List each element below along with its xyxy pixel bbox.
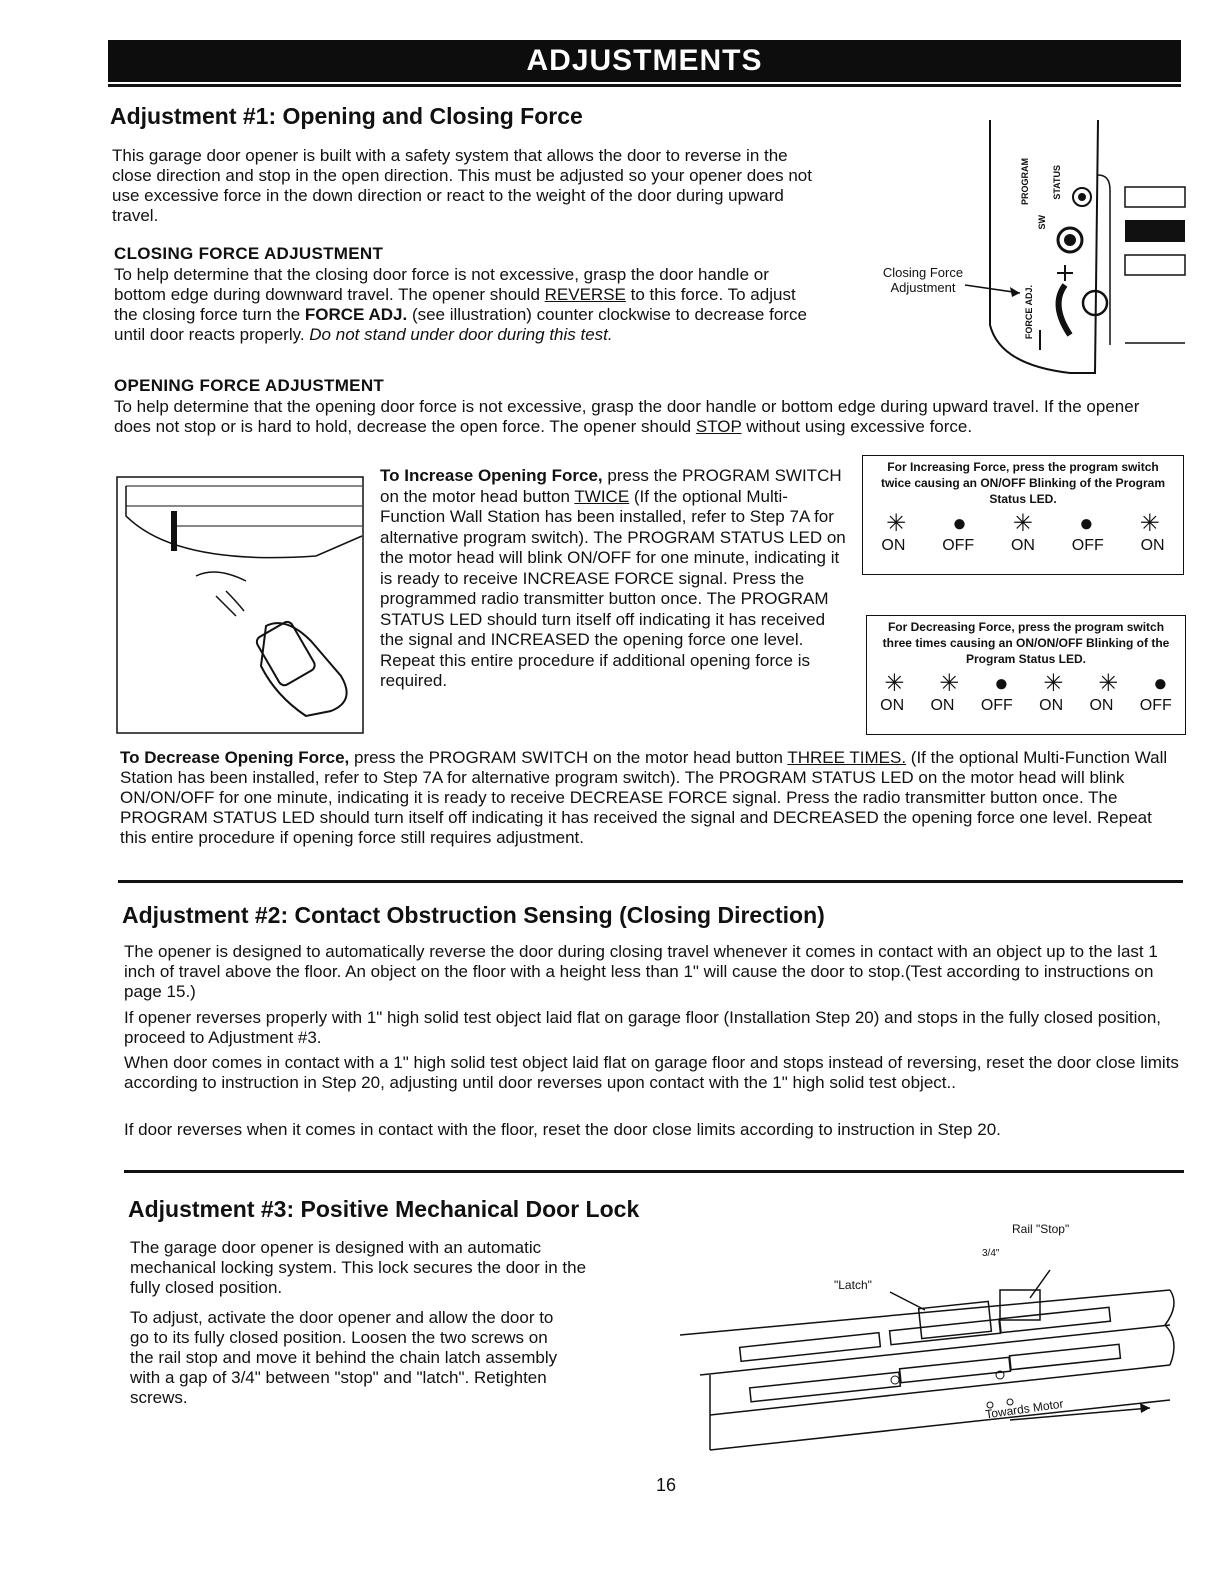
- gap-label: 3/4": [982, 1248, 1000, 1259]
- led-state-label: OFF: [942, 537, 975, 554]
- led-state-label: OFF: [1139, 697, 1172, 714]
- sw-label: SW: [1037, 215, 1047, 230]
- decrease-force-led-box: [866, 615, 1186, 735]
- section-rule-2: [124, 1170, 1184, 1173]
- increase-force-led-box: [862, 455, 1184, 575]
- opening-text-2: without using excessive force.: [741, 417, 973, 436]
- status-label: STATUS: [1052, 165, 1062, 200]
- adjustment-2-p3: When door comes in contact with a 1" high solid test object laid flat on garage floor and stops instead of reversing, reset the door close limits according to instruction in Step 20, adjusting until door reverses upon contact with the 1" high solid test object..: [124, 1053, 1179, 1092]
- adjustment-1-intro: This garage door opener is built with a safety system that allows the door to reverse in the close direction and stop in the open direction. This must be adjusted so your opener does not use excessive force in the down direction or react to the weight of the door during upward travel.: [112, 146, 812, 225]
- section-rule-1: [118, 880, 1183, 883]
- force-adj-label: FORCE ADJ.: [1024, 285, 1034, 340]
- led-dot-icon: ●: [952, 510, 967, 537]
- led-dot-icon: ●: [994, 670, 1009, 697]
- page-header-banner: ADJUSTMENTS: [108, 40, 1181, 82]
- led-dot-icon: ●: [1153, 670, 1168, 697]
- led-star-icon: ✳: [884, 670, 905, 697]
- led-star-icon: ✳: [886, 510, 907, 537]
- adjustment-2-heading: Adjustment #2: Contact Obstruction Sensing (Closing Direction): [122, 902, 825, 928]
- adjustment-2-p2: If opener reverses properly with 1" high solid test object laid flat on garage floor (Installation Step 20) and stops in the fully closed position, proceed to Adjustment #3.: [124, 1008, 1162, 1047]
- decrease-force-lead: To Decrease Opening Force,: [120, 748, 350, 767]
- increase-force-lead: To Increase Opening Force,: [380, 466, 603, 485]
- led-state-label: ON: [881, 537, 906, 554]
- closing-text-1: To help determine that the closing door force is not excessive, grasp the door handle or bottom edge during downward travel. The opener should: [114, 265, 769, 304]
- closing-text-3: (see illustration) counter clockwise to decrease force until door reacts properly.: [114, 305, 807, 344]
- adjustment-2-p1: The opener is designed to automatically reverse the door during closing travel whenever it comes in contact with an object up to the last 1 inch of travel above the floor. An object on the floor with a height less than 1" will cause the door to stop.(Test according to instructions on page 15.): [124, 942, 1158, 1001]
- decrease-box-title: For Decreasing Force, press the program switch three times causing an ON/ON/OFF Blinking of the Program Status LED.: [882, 620, 1170, 666]
- led-star-icon: ✳: [1012, 510, 1034, 537]
- decrease-force-text: [120, 748, 1180, 848]
- opening-force-heading: OPENING FORCE ADJUSTMENT: [114, 376, 385, 395]
- closing-force-adjustment-label: Closing Force Adjustment: [882, 265, 964, 295]
- closing-force-text: [114, 265, 814, 345]
- led-state-label: ON: [880, 697, 905, 714]
- opening-text-1: To help determine that the opening door force is not excessive, grasp the door handle or bottom edge during upward travel. If the opener does not stop or is hard to hold, decrease the open force. The opener should: [114, 397, 1140, 436]
- stop-word: STOP: [695, 417, 742, 436]
- led-state-label: ON: [1140, 537, 1165, 554]
- rail-stop-label: Rail "Stop": [1012, 1222, 1070, 1236]
- increase-text-2: (If the optional Multi-Function Wall Station has been installed, refer to Step 7A for alternative program switch). The PROGRAM STATUS LED on the motor head will blink ON/OFF for one minute, indicating it is ready to receive INCREASE FORCE signal. Press the programmed radio transmitter button once. The PROGRAM STATUS LED should turn itself off indicating it has received the signal and INCREASED the opening force one level. Repeat this entire procedure if additional opening force is required.: [380, 486, 846, 690]
- led-state-label: ON: [930, 697, 955, 714]
- led-star-icon: ✳: [1043, 670, 1064, 697]
- closing-warning: Do not stand under door during this test.: [309, 325, 613, 344]
- led-state-label: ON: [1039, 697, 1064, 714]
- transmitter-illustration: [116, 476, 364, 736]
- door-lock-illustration: [670, 1230, 1190, 1460]
- decrease-text-1: press the PROGRAM SWITCH on the motor head button: [349, 748, 788, 767]
- program-label: PROGRAM: [1020, 158, 1030, 205]
- three-times-word: THREE TIMES.: [787, 748, 907, 767]
- adjustment-3-p1: The garage door opener is designed with an automatic mechanical locking system. This lock secures the door in the fully closed position.: [130, 1238, 587, 1297]
- decrease-text-2: (If the optional Multi-Function Wall Station has been installed, refer to Step 7A for alternative program switch). The PROGRAM STATUS LED on the motor head will blink ON/ON/OFF for one minute, indicating it is ready to receive DECREASE FORCE signal. Press the radio transmitter button once. The PROGRAM STATUS LED should turn itself off indicating it has received the signal and DECREASED the opening force one level. Repeat this entire procedure if opening force still requires adjustment.: [120, 748, 1168, 847]
- led-state-label: ON: [1010, 537, 1035, 554]
- adjustment-2-p4: If door reverses when it comes in contact with the floor, reset the door close limits according to instruction in Step 20.: [124, 1120, 1001, 1139]
- led-star-icon: ✳: [939, 670, 960, 697]
- closing-force-heading: CLOSING FORCE ADJUSTMENT: [114, 244, 384, 263]
- led-dot-icon: ●: [1079, 510, 1094, 537]
- page-number: 16: [656, 1475, 677, 1495]
- force-adjust-illustration: [870, 115, 1190, 385]
- adjustment-3-p2: To adjust, activate the door opener and allow the door to go to its fully closed position. Loosen the two screws on the rail stop and move it behind the chain latch assembly with a gap of 3/4" between "stop" and "latch". Retighten screws.: [130, 1308, 558, 1407]
- force-adj-term: FORCE ADJ.: [304, 305, 408, 324]
- closing-text-2: to this force. To adjust the closing force turn the: [114, 285, 796, 324]
- led-state-label: OFF: [980, 697, 1013, 714]
- led-state-label: OFF: [1071, 537, 1104, 554]
- led-star-icon: ✳: [1098, 670, 1119, 697]
- led-star-icon: ✳: [1139, 510, 1160, 537]
- led-state-label: ON: [1089, 697, 1114, 714]
- adjustment-3-heading: Adjustment #3: Positive Mechanical Door Lock: [128, 1196, 640, 1222]
- increase-box-title: For Increasing Force, press the program switch twice causing an ON/OFF Blinking of the Program Status LED.: [880, 460, 1166, 506]
- increase-force-text: [380, 466, 850, 692]
- chain-icon: [740, 1333, 881, 1362]
- opening-force-text: [114, 397, 1174, 437]
- latch-label: "Latch": [834, 1278, 872, 1292]
- adjustment-1-heading: Adjustment #1: Opening and Closing Force: [110, 103, 583, 129]
- towards-motor-label: Towards Motor: [984, 1396, 1065, 1422]
- increase-text-1: press the PROGRAM SWITCH on the motor head button: [380, 466, 842, 506]
- reverse-word: REVERSE: [544, 285, 626, 304]
- twice-word: TWICE: [574, 486, 630, 506]
- header-rule: [108, 84, 1181, 87]
